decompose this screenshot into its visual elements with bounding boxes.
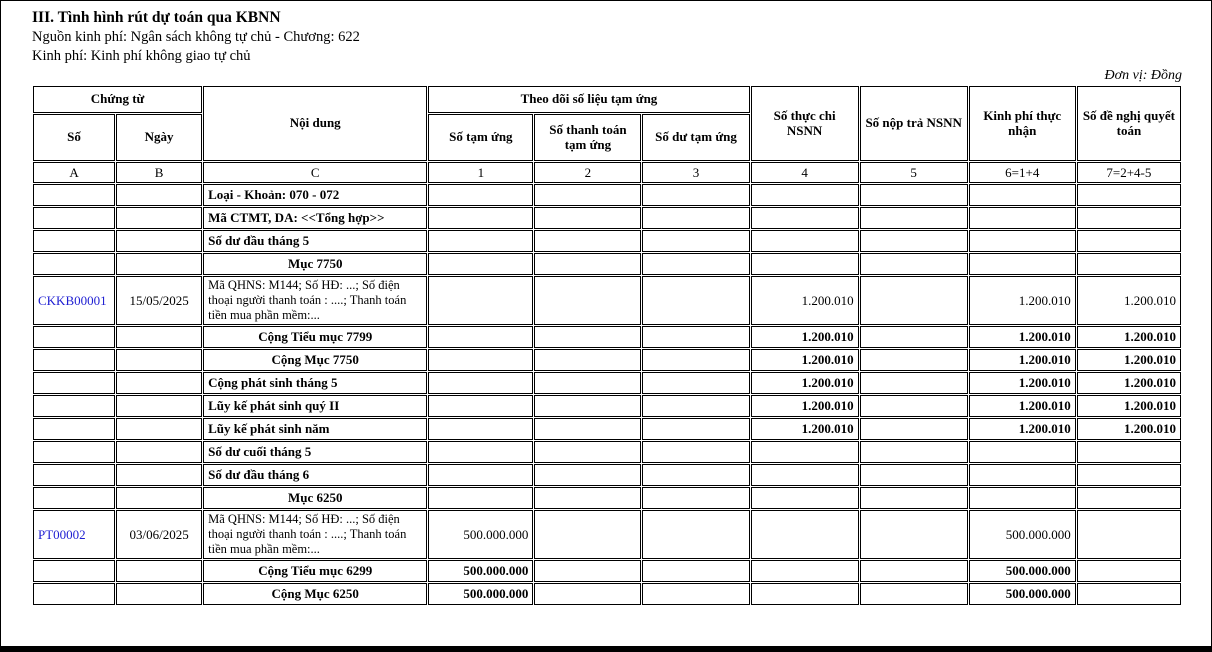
cell-amount — [1077, 207, 1181, 229]
cell-amount — [642, 184, 749, 206]
table-row — [33, 441, 1181, 463]
cell-content: Cộng Mục 7750 — [203, 349, 427, 371]
cell-amount: 1.200.010 — [969, 418, 1076, 440]
cell-amount: 1.200.010 — [1077, 349, 1181, 371]
cell-amount — [751, 464, 859, 486]
cell-date — [116, 560, 202, 582]
cell-amount — [969, 487, 1076, 509]
header-so-thuc-chi: Số thực chi NSNN — [751, 86, 859, 161]
table-row — [33, 276, 1181, 325]
cell-amount — [860, 230, 968, 252]
cell-amount — [642, 395, 749, 417]
cell-amount: 1.200.010 — [751, 372, 859, 394]
cell-date — [116, 253, 202, 275]
cell-content: Cộng phát sinh tháng 5 — [203, 372, 427, 394]
cell-amount — [1077, 487, 1181, 509]
table-row — [33, 487, 1181, 509]
table-row — [33, 510, 1181, 559]
cell-amount — [969, 441, 1076, 463]
cell-amount: 500.000.000 — [428, 510, 533, 559]
cell-amount — [428, 487, 533, 509]
cell-amount — [751, 184, 859, 206]
cell-content: Lũy kế phát sinh quý II — [203, 395, 427, 417]
cell-amount: 1.200.010 — [1077, 395, 1181, 417]
report-document — [1, 1, 1211, 606]
column-letter: 4 — [751, 162, 859, 183]
report-subtitle-fund: Kinh phí: Kinh phí không giao tự chủ — [32, 48, 251, 64]
cell-amount: 1.200.010 — [1077, 326, 1181, 348]
cell-content: Lũy kế phát sinh năm — [203, 418, 427, 440]
cell-amount — [428, 395, 533, 417]
cell-amount — [1077, 441, 1181, 463]
cell-document-number — [33, 418, 115, 440]
cell-content: Mã QHNS: M144; Số HĐ: ...; Số điện thoại người thanh toán : ....; Thanh toán tiền mua phần mềm:... — [203, 276, 427, 325]
cell-amount — [1077, 560, 1181, 582]
table-row — [33, 418, 1181, 440]
cell-content: Số dư đầu tháng 5 — [203, 230, 427, 252]
document-link[interactable]: PT00002 — [38, 526, 86, 542]
table-row — [33, 372, 1181, 394]
cell-amount — [534, 418, 641, 440]
cell-amount — [428, 464, 533, 486]
column-letter: 2 — [534, 162, 641, 183]
cell-amount — [860, 583, 968, 605]
column-letter: 1 — [428, 162, 533, 183]
cell-document-number — [33, 372, 115, 394]
cell-amount — [642, 583, 749, 605]
cell-date — [116, 349, 202, 371]
cell-amount: 1.200.010 — [751, 395, 859, 417]
cell-content: Mục 6250 — [203, 487, 427, 509]
cell-amount — [534, 326, 641, 348]
table-row — [33, 230, 1181, 252]
column-letter: A — [33, 162, 115, 183]
column-letter: 5 — [860, 162, 968, 183]
cell-date: 15/05/2025 — [116, 276, 202, 325]
cell-date — [116, 418, 202, 440]
cell-amount — [860, 349, 968, 371]
cell-amount — [428, 184, 533, 206]
cell-amount — [642, 326, 749, 348]
cell-amount: 1.200.010 — [751, 349, 859, 371]
cell-content: Loại - Khoản: 070 - 072 — [203, 184, 427, 206]
cell-amount — [534, 441, 641, 463]
financial-table — [32, 85, 1182, 606]
cell-amount — [534, 276, 641, 325]
cell-document-number — [33, 487, 115, 509]
cell-amount — [642, 510, 749, 559]
cell-amount — [534, 560, 641, 582]
cell-amount — [751, 560, 859, 582]
unit-label: Đơn vị: Đồng — [1104, 68, 1182, 83]
cell-document-number — [33, 510, 115, 559]
cell-amount — [534, 583, 641, 605]
header-so-de-nghi: Số đề nghị quyết toán — [1077, 86, 1181, 161]
header-kinh-phi-thuc-nhan: Kinh phí thực nhận — [969, 86, 1076, 161]
cell-date — [116, 441, 202, 463]
cell-amount — [428, 326, 533, 348]
table-header — [33, 86, 1181, 183]
cell-amount — [860, 253, 968, 275]
cell-amount — [642, 349, 749, 371]
table-row — [33, 253, 1181, 275]
cell-document-number — [33, 276, 115, 325]
column-letter: 6=1+4 — [969, 162, 1076, 183]
cell-amount — [534, 253, 641, 275]
cell-date — [116, 583, 202, 605]
cell-amount — [969, 230, 1076, 252]
header-so-du-tam-ung: Số dư tạm ứng — [642, 114, 749, 161]
cell-date — [116, 487, 202, 509]
cell-amount: 1.200.010 — [1077, 418, 1181, 440]
cell-document-number — [33, 395, 115, 417]
cell-amount — [751, 207, 859, 229]
table-row — [33, 560, 1181, 582]
cell-amount — [534, 464, 641, 486]
cell-amount — [642, 230, 749, 252]
cell-amount — [428, 253, 533, 275]
cell-amount: 500.000.000 — [428, 583, 533, 605]
header-theo-doi: Theo dõi số liệu tạm ứng — [428, 86, 749, 113]
cell-amount — [751, 487, 859, 509]
cell-amount — [860, 418, 968, 440]
cell-amount — [969, 184, 1076, 206]
cell-amount — [642, 464, 749, 486]
column-letter: 7=2+4-5 — [1077, 162, 1181, 183]
cell-amount — [860, 326, 968, 348]
cell-amount — [428, 349, 533, 371]
document-link[interactable]: CKKB00001 — [38, 292, 107, 308]
cell-amount: 1.200.010 — [969, 372, 1076, 394]
cell-amount — [534, 510, 641, 559]
cell-amount — [969, 253, 1076, 275]
cell-amount: 500.000.000 — [969, 560, 1076, 582]
column-letter-row — [33, 162, 1181, 183]
table-row — [33, 583, 1181, 605]
cell-document-number — [33, 207, 115, 229]
table-row — [33, 349, 1181, 371]
cell-amount — [642, 253, 749, 275]
cell-amount — [534, 372, 641, 394]
cell-date — [116, 326, 202, 348]
cell-document-number — [33, 253, 115, 275]
table-row — [33, 207, 1181, 229]
cell-amount: 1.200.010 — [751, 276, 859, 325]
header-so-thanh-toan-tam-ung: Số thanh toán tạm ứng — [534, 114, 641, 161]
column-letter: C — [203, 162, 427, 183]
cell-amount — [751, 510, 859, 559]
cell-amount — [642, 372, 749, 394]
cell-amount — [1077, 184, 1181, 206]
cell-amount: 500.000.000 — [969, 510, 1076, 559]
cell-amount: 1.200.010 — [751, 326, 859, 348]
report-subtitle-source: Nguồn kinh phí: Ngân sách không tự chủ - Chương: 622 — [32, 29, 360, 45]
cell-amount — [1077, 510, 1181, 559]
cell-amount: 1.200.010 — [1077, 276, 1181, 325]
cell-content: Cộng Mục 6250 — [203, 583, 427, 605]
header-chung-tu: Chứng từ — [33, 86, 202, 113]
cell-content: Cộng Tiểu mục 7799 — [203, 326, 427, 348]
header-so-tam-ung: Số tạm ứng — [428, 114, 533, 161]
cell-document-number — [33, 184, 115, 206]
cell-document-number — [33, 560, 115, 582]
header-noi-dung: Nội dung — [203, 86, 427, 161]
cell-amount — [642, 207, 749, 229]
cell-amount — [751, 230, 859, 252]
cell-date — [116, 184, 202, 206]
cell-document-number — [33, 349, 115, 371]
column-letter: B — [116, 162, 202, 183]
cell-amount: 500.000.000 — [428, 560, 533, 582]
cell-amount: 1.200.010 — [969, 326, 1076, 348]
cell-document-number — [33, 441, 115, 463]
cell-amount — [860, 487, 968, 509]
header-ngay: Ngày — [116, 114, 202, 161]
cell-amount: 1.200.010 — [751, 418, 859, 440]
cell-date — [116, 395, 202, 417]
cell-amount: 1.200.010 — [1077, 372, 1181, 394]
cell-amount — [642, 487, 749, 509]
cell-amount — [534, 230, 641, 252]
cell-amount — [969, 207, 1076, 229]
cell-amount — [534, 349, 641, 371]
cell-amount — [860, 372, 968, 394]
page-bottom-edge — [1, 646, 1211, 651]
cell-amount — [860, 207, 968, 229]
cell-content: Số dư cuối tháng 5 — [203, 441, 427, 463]
cell-amount — [860, 464, 968, 486]
cell-amount — [428, 418, 533, 440]
cell-amount — [860, 560, 968, 582]
cell-amount — [1077, 583, 1181, 605]
cell-content: Mã QHNS: M144; Số HĐ: ...; Số điện thoại người thanh toán : ....; Thanh toán tiền mua phần mềm:... — [203, 510, 427, 559]
cell-amount — [534, 487, 641, 509]
cell-date — [116, 230, 202, 252]
cell-document-number — [33, 326, 115, 348]
cell-date — [116, 372, 202, 394]
cell-amount — [1077, 253, 1181, 275]
column-letter: 3 — [642, 162, 749, 183]
cell-amount — [1077, 230, 1181, 252]
cell-content: Số dư đầu tháng 6 — [203, 464, 427, 486]
cell-amount — [751, 441, 859, 463]
header-so: Số — [33, 114, 115, 161]
cell-document-number — [33, 464, 115, 486]
cell-date — [116, 207, 202, 229]
table-row — [33, 326, 1181, 348]
cell-amount: 1.200.010 — [969, 395, 1076, 417]
cell-amount — [534, 184, 641, 206]
cell-amount — [751, 253, 859, 275]
cell-amount — [860, 276, 968, 325]
report-title: III. Tình hình rút dự toán qua KBNN — [32, 9, 281, 26]
cell-amount: 500.000.000 — [969, 583, 1076, 605]
cell-amount — [1077, 464, 1181, 486]
cell-amount — [534, 395, 641, 417]
cell-document-number — [33, 583, 115, 605]
cell-date: 03/06/2025 — [116, 510, 202, 559]
cell-amount — [428, 372, 533, 394]
table-row — [33, 184, 1181, 206]
table-row — [33, 464, 1181, 486]
cell-amount — [428, 207, 533, 229]
cell-amount — [428, 441, 533, 463]
table-row — [33, 395, 1181, 417]
header-so-nop-tra: Số nộp trả NSNN — [860, 86, 968, 161]
table-body — [33, 184, 1181, 605]
cell-amount — [860, 510, 968, 559]
cell-amount — [642, 276, 749, 325]
cell-amount — [860, 395, 968, 417]
cell-date — [116, 464, 202, 486]
cell-content: Cộng Tiểu mục 6299 — [203, 560, 427, 582]
cell-amount — [860, 184, 968, 206]
cell-amount: 1.200.010 — [969, 349, 1076, 371]
cell-amount — [534, 207, 641, 229]
cell-content: Mục 7750 — [203, 253, 427, 275]
cell-amount — [642, 560, 749, 582]
cell-amount — [642, 418, 749, 440]
cell-amount — [751, 583, 859, 605]
cell-amount: 1.200.010 — [969, 276, 1076, 325]
cell-document-number — [33, 230, 115, 252]
cell-amount — [969, 464, 1076, 486]
cell-amount — [428, 276, 533, 325]
cell-amount — [642, 441, 749, 463]
cell-amount — [860, 441, 968, 463]
cell-content: Mã CTMT, DA: <<Tổng hợp>> — [203, 207, 427, 229]
cell-amount — [428, 230, 533, 252]
